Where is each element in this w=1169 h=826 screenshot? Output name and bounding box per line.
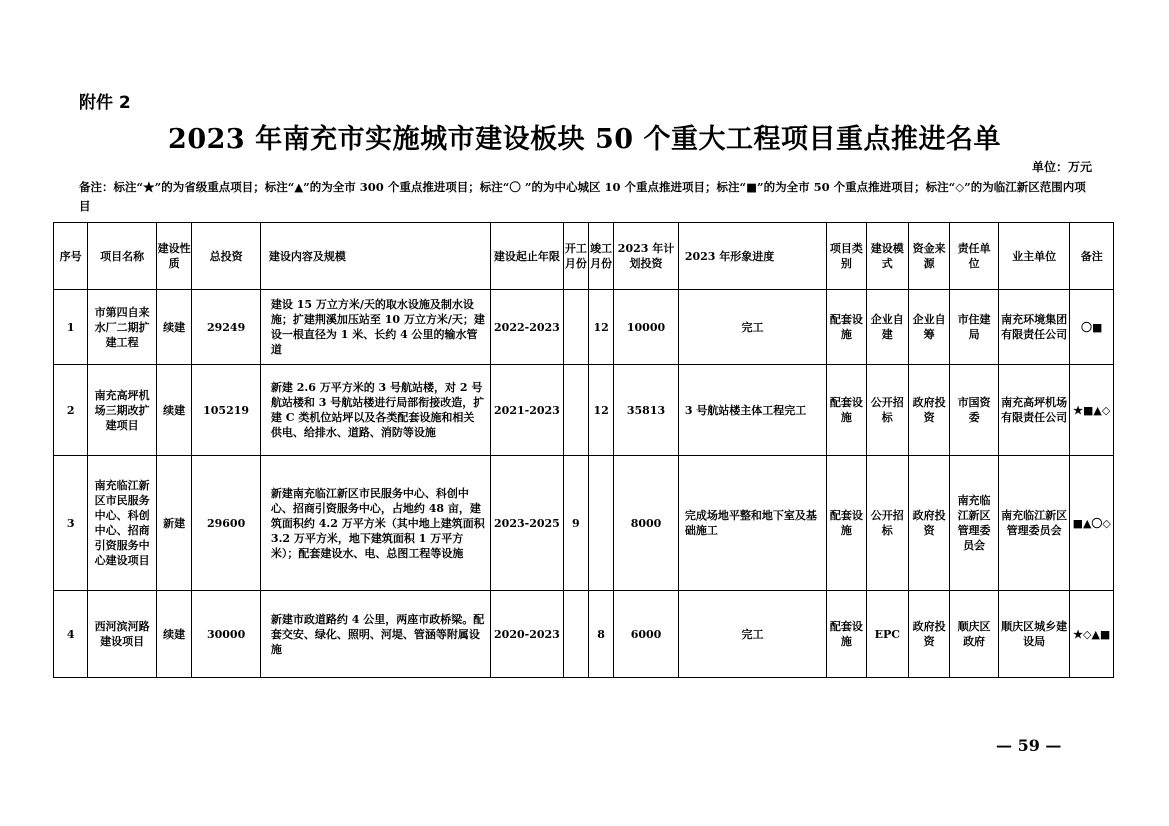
build-years: 2023-2025 [491,456,564,591]
build-mode: 公开招标 [866,365,908,456]
col-header: 序号 [54,223,88,290]
page-number: — 59 — [996,736,1062,755]
project-table [53,222,1114,678]
project-name: 南充临江新区市民服务中心、科创中心、招商引资服务中心建设项目 [88,456,157,591]
unit-label: 单位：万元 [1031,160,1092,174]
project-category: 配套设施 [827,456,866,591]
total-investment: 105219 [192,365,261,456]
col-header: 资金来源 [908,223,949,290]
col-header: 项目名称 [88,223,157,290]
start-month [563,591,588,678]
col-header: 业主单位 [998,223,1070,290]
remark: ★■▲◇ [1070,365,1114,456]
total-investment: 29600 [192,456,261,591]
build-years: 2020-2023 [491,591,564,678]
remark: ★◇▲■ [1070,591,1114,678]
col-header: 开工月份 [563,223,588,290]
owner-unit: 南充临江新区管理委员会 [998,456,1070,591]
project-category: 配套设施 [827,365,866,456]
build-content: 新建南充临江新区市民服务中心、科创中心、招商引资服务中心，占地约 48 亩，建筑面积约 4.2 万平方米（其中地上建筑面积 3.2 万平方米，地下建筑面积 1 万平方米）；配套建设水、电、总图工程等设施 [260,456,490,591]
col-header: 建设性质 [156,223,191,290]
end-month: 8 [588,591,613,678]
col-header: 建设内容及规模 [260,223,490,290]
col-header: 责任单位 [950,223,998,290]
table-row [54,365,1114,456]
project-category: 配套设施 [827,591,866,678]
build-years: 2022-2023 [491,290,564,365]
plan-investment: 35813 [614,365,679,456]
table-row [54,290,1114,365]
owner-unit: 南充环境集团有限责任公司 [998,290,1070,365]
build-content: 建设 15 万立方米/天的取水设施及制水设施；扩建荆溪加压站至 10 万立方米/天；建设一根直径为 1 米、长约 4 公里的输水管道 [260,290,490,365]
build-content: 新建市政道路约 4 公里，两座市政桥梁。配套交安、绿化、照明、河堤、管涵等附属设施 [260,591,490,678]
build-content: 新建 2.6 万平方米的 3 号航站楼，对 2 号航站楼和 3 号航站楼进行局部衔接改造，扩建 C 类机位站坪以及各类配套设施和相关供电、给排水、道路、消防等设施 [260,365,490,456]
responsible-unit: 市住建局 [950,290,998,365]
start-month: 9 [563,456,588,591]
responsible-unit: 顺庆区政府 [950,591,998,678]
project-category: 配套设施 [827,290,866,365]
row-number: 4 [54,591,88,678]
legend-note: 备注：标注“★”的为省级重点项目；标注“▲”的为全市 300 个重点推进项目；标注“〇 ”的为中心城区 10 个重点推进项目；标注“■”的为全市 50 个重点推进项目；标注“◇”的为临江新区范围内项目 [79,180,1086,213]
col-header: 总投资 [192,223,261,290]
progress: 完成场地平整和地下室及基础施工 [678,456,826,591]
end-month [588,456,613,591]
remark: 〇■ [1070,290,1114,365]
plan-investment: 10000 [614,290,679,365]
col-header: 建设起止年限 [491,223,564,290]
table-row [54,456,1114,591]
build-years: 2021-2023 [491,365,564,456]
start-month [563,290,588,365]
owner-unit: 南充高坪机场有限责任公司 [998,365,1070,456]
build-nature: 续建 [156,591,191,678]
end-month: 12 [588,290,613,365]
row-number: 3 [54,456,88,591]
project-name: 市第四自来水厂二期扩建工程 [88,290,157,365]
fund-source: 政府投资 [908,365,949,456]
end-month: 12 [588,365,613,456]
table-header-row [54,223,1114,290]
col-header: 2023 年计划投资 [614,223,679,290]
progress: 3 号航站楼主体工程完工 [678,365,826,456]
build-mode: EPC [866,591,908,678]
progress: 完工 [678,290,826,365]
plan-investment: 6000 [614,591,679,678]
fund-source: 政府投资 [908,591,949,678]
project-name: 西河滨河路建设项目 [88,591,157,678]
progress: 完工 [678,591,826,678]
col-header: 项目类别 [827,223,866,290]
attachment-label: 附件 2 [79,93,131,113]
total-investment: 29249 [192,290,261,365]
build-mode: 公开招标 [866,456,908,591]
remark: ■▲〇◇ [1070,456,1114,591]
table-row [54,591,1114,678]
col-header: 备注 [1070,223,1114,290]
row-number: 2 [54,365,88,456]
project-name: 南充高坪机场三期改扩建项目 [88,365,157,456]
row-number: 1 [54,290,88,365]
build-mode: 企业自建 [866,290,908,365]
plan-investment: 8000 [614,456,679,591]
build-nature: 新建 [156,456,191,591]
responsible-unit: 市国资委 [950,365,998,456]
build-nature: 续建 [156,365,191,456]
col-header: 竣工月份 [588,223,613,290]
owner-unit: 顺庆区城乡建设局 [998,591,1070,678]
fund-source: 政府投资 [908,456,949,591]
start-month [563,365,588,456]
col-header: 2023 年形象进度 [678,223,826,290]
build-nature: 续建 [156,290,191,365]
responsible-unit: 南充临江新区管理委员会 [950,456,998,591]
fund-source: 企业自筹 [908,290,949,365]
document-title: 2023 年南充市实施城市建设板块 50 个重大工程项目重点推进名单 [168,124,1001,155]
col-header: 建设模式 [866,223,908,290]
total-investment: 30000 [192,591,261,678]
